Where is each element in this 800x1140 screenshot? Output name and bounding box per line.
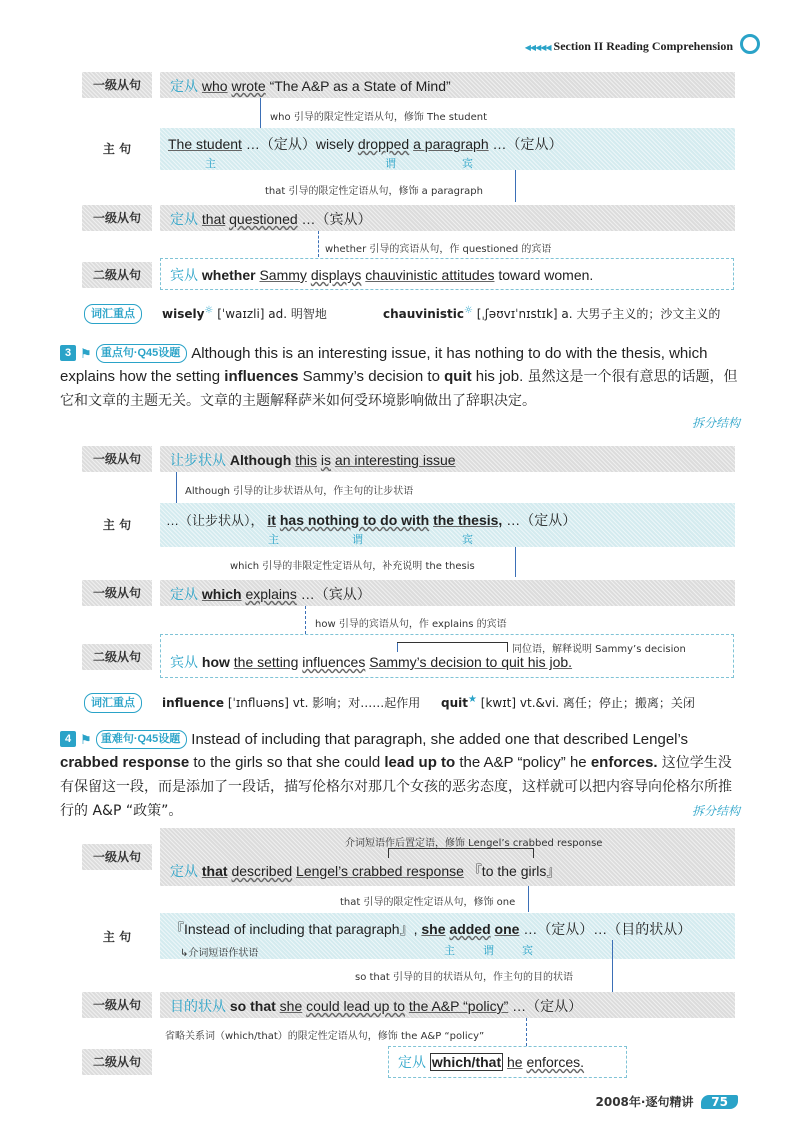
word: displays (310, 267, 362, 283)
s3-row1-sentence (170, 450, 456, 470)
s3-row2-label: 主 句 (102, 518, 132, 532)
vocab-wisely (162, 305, 327, 322)
role-verb: 谓 (385, 157, 396, 170)
search-q-icon (740, 34, 760, 54)
clause-tag: 定从 (398, 1054, 426, 1070)
word: described (231, 863, 293, 879)
s4-row2-label: 主 句 (102, 930, 132, 944)
word: how (201, 654, 230, 670)
vocab-influence (162, 694, 420, 711)
footer-text: 2008年·逐句精讲 (595, 1095, 694, 1109)
s3-row3-sentence (170, 584, 371, 604)
s3-row4-label: 二级从句 (82, 644, 152, 670)
s2-row4-label: 二级从句 (82, 262, 152, 288)
word: is (320, 452, 332, 468)
word: which (201, 586, 242, 602)
word: the A&P “policy” (408, 998, 509, 1014)
s3-note3: how 引导的宾语从句，作 explains 的宾语 (315, 619, 507, 630)
word: Lengel’s crabbed response (296, 863, 464, 879)
star-icon: ★ (467, 694, 477, 705)
s3-note2: which 引导的非限定性定语从句，补充说明 the thesis (230, 561, 475, 572)
word: toward women. (498, 267, 594, 283)
word: wrote (231, 78, 266, 94)
word: Sammy (259, 267, 307, 283)
word: has nothing to do with (279, 512, 430, 528)
role-object: 宾 (462, 157, 473, 170)
s4-row4-sentence (398, 1052, 584, 1072)
clause-tag: 定从 (170, 211, 198, 227)
word: …（定从）…（目的状从） (523, 921, 692, 937)
s4-paragraph (60, 728, 740, 823)
page-header (525, 34, 760, 54)
word: …（让步状从）， (166, 513, 264, 528)
word: influence (162, 696, 225, 710)
split-structure-link[interactable]: 拆分结构 (691, 804, 740, 818)
clause-tag: 让步状从 (170, 452, 226, 468)
en-text: his job. (471, 368, 524, 385)
s4-note3: 省略关系词（which/that）的限定性定语从句，修饰 the A&P “policy” (165, 1031, 485, 1042)
word: the thesis, (433, 512, 503, 528)
arrow-line (526, 1018, 527, 1046)
word: who (201, 78, 228, 94)
en-keyword: enforces. (590, 754, 658, 771)
arrow-line (176, 472, 177, 506)
definition: [ˈwaɪzli] ad. 明智地 (217, 307, 327, 321)
word: influences (302, 654, 366, 670)
s4-prep-adverbial-note (180, 944, 258, 959)
clause-tag: 宾从 (170, 267, 198, 283)
role-verb: 谓 (352, 533, 363, 546)
header-arrows: ◀◀◀◀◀ (524, 43, 551, 52)
s2-row1-sentence (170, 76, 451, 96)
s4-row3-sentence (170, 996, 582, 1016)
s2-row3-sentence (170, 209, 372, 229)
clause-tag: 定从 (170, 586, 198, 602)
arrow-line (528, 886, 529, 912)
word: …（宾从） (301, 211, 372, 227)
word: 『Instead of including that paragraph』, (170, 921, 418, 937)
arrow-line (305, 606, 306, 634)
arrow-line (533, 848, 534, 858)
word: he (507, 1054, 523, 1070)
word: quit (441, 696, 468, 710)
word: the setting (233, 654, 299, 670)
appositive-bracket (397, 642, 398, 652)
s4-note1: that 引导的限定性定语从句，修饰 one (340, 897, 516, 908)
cn-translation: 虽然这是一个很有意思的话题，但它和文章的主题无关。文章的主题解释萨米如何受环境影响做出了辞职决定。 (60, 369, 738, 409)
arrow-line (612, 940, 613, 992)
word: an interesting issue (334, 452, 456, 468)
flag-icon: ⚑ (80, 732, 92, 747)
s4-row2-sentence (170, 919, 691, 939)
s3-row1-label: 一级从句 (82, 446, 152, 472)
vocab-badge: 词汇重点 (84, 304, 142, 324)
bracket-top (388, 848, 533, 849)
word: The student (168, 136, 242, 152)
s2-row2-sentence (168, 134, 563, 154)
star-icon: ☼ (204, 305, 214, 316)
sentence-number: 3 (60, 345, 76, 361)
note-text: 介词短语作状语 (188, 948, 259, 959)
s3-appositive-note: 同位语，解释说明 Sammy’s decision (512, 644, 686, 655)
word: that (201, 211, 226, 227)
vocab-badge: 词汇重点 (84, 693, 142, 713)
arrow-line (388, 848, 389, 858)
s4-prep-note: 介词短语作后置定语，修饰 Lengel’s crabbed response (345, 838, 603, 849)
appositive-bracket-top (397, 642, 507, 643)
en-text: the A&P “policy” he (455, 754, 591, 771)
curve-arrow-icon: ↳ (180, 948, 189, 959)
word: whether (201, 267, 256, 283)
vocab-quit (441, 694, 695, 711)
word: “The A&P as a State of Mind” (269, 78, 451, 94)
s2-row2-label: 主 句 (102, 142, 132, 156)
word: she (279, 998, 303, 1014)
word: …（定从） (512, 998, 583, 1014)
role-object: 宾 (462, 533, 473, 546)
s3-row3-label: 一级从句 (82, 580, 152, 606)
word: Although (229, 452, 292, 468)
s3-note1: Although 引导的让步状语从句，作主句的让步状语 (185, 486, 414, 497)
s2-note3: whether 引导的宾语从句，作 questioned 的宾语 (325, 244, 552, 255)
word: chauvinistic (383, 307, 464, 321)
clause-tag: 定从 (170, 78, 198, 94)
word: added (449, 921, 491, 937)
en-text: Sammy’s decision to (298, 368, 445, 385)
word: this (295, 452, 317, 468)
en-keyword: crabbed response (60, 754, 190, 771)
vocab-chauvinistic (383, 305, 720, 322)
word: …（定从） (492, 136, 563, 152)
page-number: 75 (701, 1095, 738, 1109)
word: which/that (431, 1054, 502, 1070)
word: it (267, 512, 276, 528)
en-keyword: influences (224, 368, 299, 385)
clause-tag: 目的状从 (170, 998, 226, 1014)
en-text: to the girls so that she could (189, 754, 385, 771)
word: …（定从） (506, 512, 577, 528)
definition: [kwɪt] vt.&vi. 离任；停止；搬离；关闭 (480, 696, 695, 710)
s4-note2: so that 引导的目的状语从句，作主句的目的状语 (355, 972, 573, 983)
word: …（定从）wisely (245, 136, 354, 152)
s2-row1-label: 一级从句 (82, 72, 152, 98)
sentence-number: 4 (60, 731, 76, 747)
arrow-line (515, 547, 516, 577)
arrow-line (515, 170, 516, 202)
word: 『to the girls』 (467, 863, 561, 879)
s4-row3-label: 一级从句 (82, 992, 152, 1018)
word: Sammy’s decision to quit his job. (369, 654, 573, 670)
word: chauvinistic attitudes (365, 267, 495, 283)
s2-note1: who 引导的限定性定语从句，修饰 The student (270, 112, 487, 123)
definition: [ˈɪnfluəns] vt. 影响；对……起作用 (227, 696, 421, 710)
key-sentence-pill: 重点句·Q45设题 (96, 344, 187, 363)
role-subject: 主 (444, 944, 455, 957)
s2-row3-label: 一级从句 (82, 205, 152, 231)
s4-row1-label: 一级从句 (82, 844, 152, 870)
role-object: 宾 (522, 944, 533, 957)
word: could lead up to (306, 998, 405, 1014)
en-keyword: quit (444, 368, 472, 385)
star-icon: ☼ (464, 305, 473, 316)
role-verb: 谓 (483, 944, 494, 957)
word: a paragraph (413, 136, 489, 152)
word: dropped (357, 136, 410, 152)
clause-tag: 宾从 (170, 654, 198, 670)
arrow-line (318, 231, 319, 257)
word: …（宾从） (300, 586, 371, 602)
role-subject: 主 (268, 533, 279, 546)
s3-row2-sentence (166, 510, 576, 530)
s3-paragraph (60, 342, 740, 413)
page-footer (596, 1093, 739, 1110)
en-text: Although this is an interesting issue, it has nothing to do with the thesis, which explains how the setting (60, 345, 708, 385)
word: wisely (162, 307, 205, 321)
appositive-bracket (507, 642, 508, 652)
definition: [ˌʃəʊvɪˈnɪstɪk] a. 大男子主义的；沙文主义的 (476, 307, 721, 321)
s4-row4-label: 二级从句 (82, 1049, 152, 1075)
cn-translation: 这位学生没有保留这一段，而是添加了一段话，描写伦格尔对那几个女孩的恶劣态度，这样就可以把内容导向伦格尔所推行的 A&P “政策”。 (60, 755, 732, 819)
word: that (201, 863, 228, 879)
word: so that (229, 998, 276, 1014)
s2-row4-sentence (170, 265, 593, 285)
word: questioned (229, 211, 298, 227)
clause-tag: 定从 (170, 863, 198, 879)
en-text: Instead of including that paragraph, she added one that described Lengel’s (191, 731, 689, 748)
section-title: Section II Reading Comprehension (553, 39, 733, 53)
difficult-sentence-pill: 重难句·Q45设题 (96, 730, 187, 749)
en-keyword: lead up to (384, 754, 456, 771)
flag-icon: ⚑ (80, 346, 92, 361)
word: she (421, 921, 446, 937)
split-structure-link[interactable]: 拆分结构 (691, 416, 740, 430)
word: one (494, 921, 520, 937)
s4-row1-sentence (170, 861, 560, 881)
s3-row4-sentence (170, 652, 572, 672)
word: explains (245, 586, 297, 602)
word: enforces. (526, 1054, 585, 1070)
role-subject: 主 (205, 157, 216, 170)
s2-note2: that 引导的限定性定语从句，修饰 a paragraph (265, 186, 483, 197)
